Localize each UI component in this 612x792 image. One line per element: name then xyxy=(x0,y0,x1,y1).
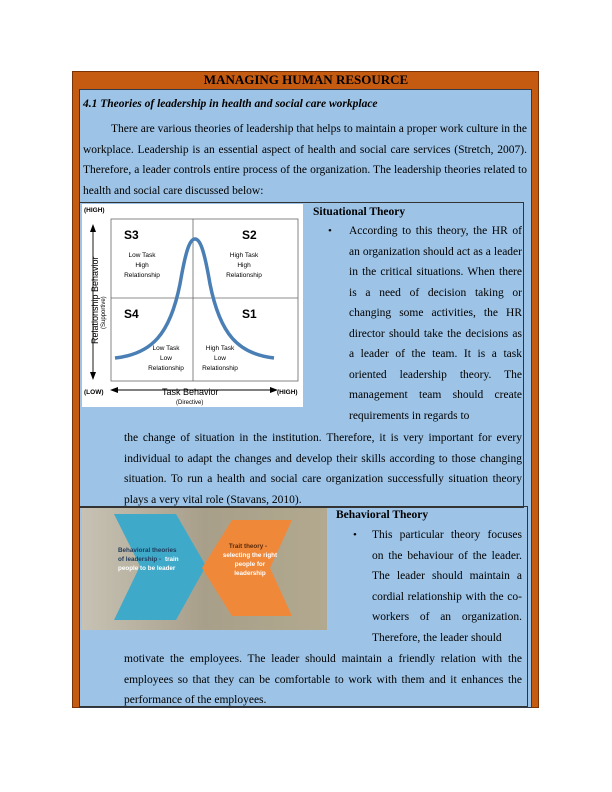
arrows-svg xyxy=(82,508,327,630)
low-label: (LOW) xyxy=(84,389,104,396)
right-arrow-line4: leadership xyxy=(234,570,266,577)
s3-label: S3 xyxy=(124,228,139,242)
right-arrow-line3: people for xyxy=(234,561,266,568)
x-axis-label: Task Behavior xyxy=(162,387,219,397)
s2-label: S2 xyxy=(242,228,257,242)
situational-continuation: the change of situation in the institution. Therefore, it is very important for every individual to adapt the changes and develop their skills according to those changing situation. To run a health and social care organization successfully situation theory plays a very vital role (Stavans, 2010). xyxy=(124,432,522,506)
left-arrow-line2b: train xyxy=(165,556,179,563)
s1-label: S1 xyxy=(242,307,257,321)
x-axis-sub-label: (Directive) xyxy=(176,400,204,406)
situational-leadership-diagram xyxy=(82,204,303,407)
s4-line3: Relationship xyxy=(148,365,184,372)
diagram-svg xyxy=(82,204,303,407)
left-arrow-line2a: of leadership - xyxy=(118,556,162,563)
right-arrow-line2: selecting the right xyxy=(222,552,278,559)
behavioral-continuation: motivate the employees. The leader should maintain a friendly relation with the employees so that they can be comfortable to work with them and it enhances the performance of the employees. xyxy=(124,653,522,706)
y-axis-label: Relationship Behavior xyxy=(90,256,100,344)
s3-line1: Low Task xyxy=(128,252,156,259)
s1-line3: Relationship xyxy=(202,365,238,372)
situational-bullet: • xyxy=(328,225,332,237)
s2-line1: High Task xyxy=(229,252,259,259)
intro-paragraph: There are various theories of leadership that helps to maintain a proper work culture in the workplace. Leadership is an essential aspect of health and social care services (Stretch, 2007). Therefore, a leader controls entire process of the organization. The leadership theories related to health and social care discussed below: xyxy=(83,123,527,197)
behavioral-trait-arrows-image xyxy=(82,508,327,630)
x-axis-arrow-left xyxy=(110,387,118,393)
s2-line3: Relationship xyxy=(226,272,262,279)
s4-line1: Low Task xyxy=(152,345,180,352)
behavioral-bullet-text: This particular theory focuses on the behaviour of the leader. The leader should maintain a cordial relationship with the co-workers of an organization. Therefore, the leader should xyxy=(372,529,522,644)
s2-line2: High xyxy=(237,262,251,269)
left-arrow-line3: people to be leader xyxy=(118,565,176,572)
behavioral-heading: Behavioral Theory xyxy=(336,509,429,521)
s3-line2: High xyxy=(135,262,149,269)
page-title: MANAGING HUMAN RESOURCE xyxy=(203,72,409,87)
y-axis-sub-label: (Supportive) xyxy=(101,296,107,329)
high-label: (HIGH) xyxy=(84,207,105,214)
right-arrow-line1: Trait theory - xyxy=(228,543,268,550)
y-axis-arrow-down xyxy=(90,372,96,380)
section-heading: 4.1 Theories of leadership in health and social care workplace xyxy=(83,98,378,110)
s3-line3: Relationship xyxy=(124,272,160,279)
situational-bullet-text: According to this theory, the HR of an organization should act as a leader in the critical situations. When there is a need of decision taking or changing some activities, the HR director should take the decisions as a leader of the team. It is a task oriented leadership theory. The management team should create requirements in regards to xyxy=(349,225,522,422)
s1-line1: High Task xyxy=(205,345,235,352)
left-arrow-line1: Behavioral theories xyxy=(118,547,177,554)
y-axis-arrow-up xyxy=(90,224,96,232)
s1-line2: Low xyxy=(214,355,226,362)
situational-heading: Situational Theory xyxy=(313,206,406,218)
behavioral-bullet: • xyxy=(353,529,357,541)
s4-label: S4 xyxy=(124,307,139,321)
s4-line2: Low xyxy=(160,355,172,362)
high-right-label: (HIGH) xyxy=(277,389,298,396)
